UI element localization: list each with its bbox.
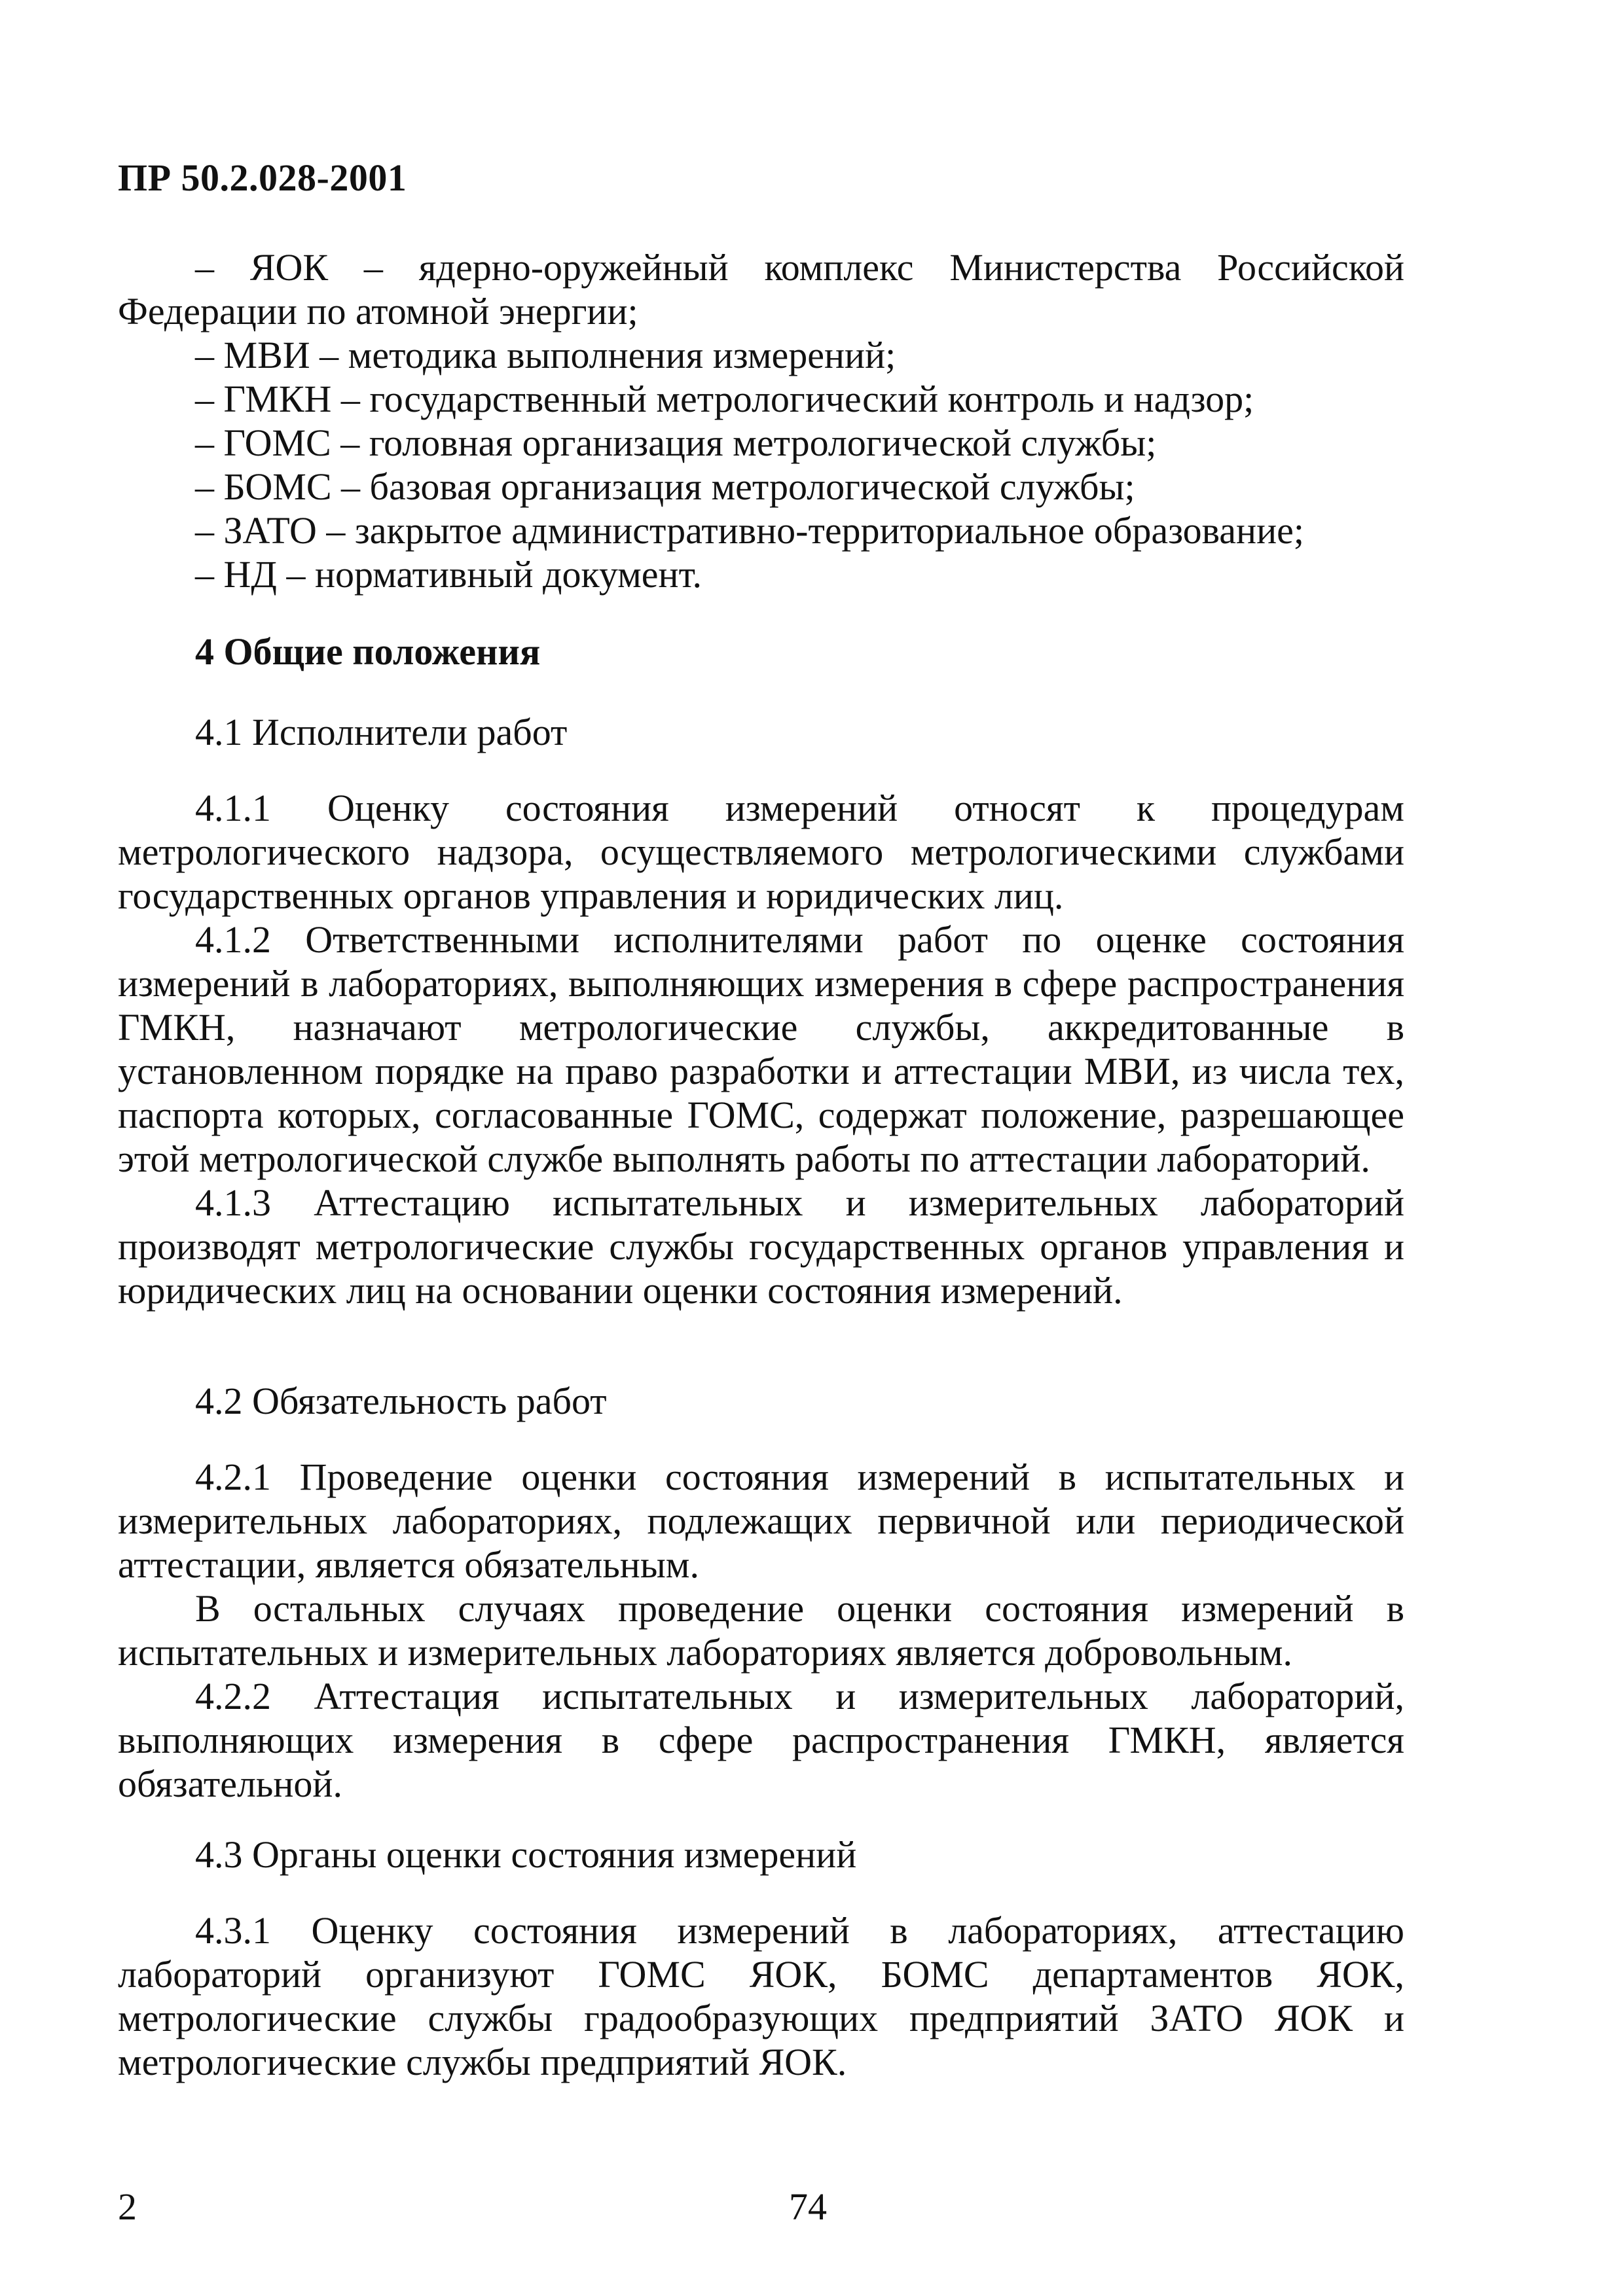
abbrev-item: – МВИ – методика выполнения измерений; bbox=[195, 334, 896, 376]
section-4 bbox=[118, 630, 1404, 673]
section-4-3 bbox=[118, 1833, 1404, 2084]
paragraph: 4.1.3 Аттестацию испытательных и измерительных лабораторий производят метрологические службы государственных органов управления и юридических лиц на основании оценки состояния измерений. bbox=[118, 1181, 1404, 1312]
section-4-2 bbox=[118, 1379, 1404, 1806]
paragraph: 4.2.1 Проведение оценки состояния измерений в испытательных и измерительных лабораториях, подлежащих первичной или периодической аттестации, является обязательным. bbox=[118, 1456, 1404, 1586]
page-number-center: 74 bbox=[789, 2185, 827, 2228]
abbrev-item: – ЯОК – ядерно-оружейный комплекс Министерства Российской Федерации по атомной энергии; bbox=[118, 246, 1404, 332]
page-number-left: 2 bbox=[118, 2185, 137, 2228]
subsection-title: 4.1 Исполнители работ bbox=[195, 711, 568, 753]
abbrev-item: – БОМС – базовая организация метрологической службы; bbox=[195, 465, 1135, 508]
paragraph: 4.2.2 Аттестация испытательных и измерительных лабораторий, выполняющих измерения в сфере распространения ГМКН, является обязательной. bbox=[118, 1675, 1404, 1805]
paragraph: В остальных случаях проведение оценки состояния измерений в испытательных и измерительных лабораториях является добровольным. bbox=[118, 1587, 1404, 1674]
abbreviation-list bbox=[118, 245, 1404, 596]
paragraph: 4.1.1 Оценку состояния измерений относят к процедурам метрологического надзора, осуществляемого метрологическими службами государственных органов управления и юридических лиц. bbox=[118, 787, 1404, 917]
paragraph: 4.1.2 Ответственными исполнителями работ по оценке состояния измерений в лабораториях, выполняющих измерения в сфере распространения ГМКН, назначают метрологические службы, аккредитованные в установленном порядке на право разработки и аттестации МВИ, из числа тех, паспорта которых, согласованные ГОМС, содержат положение, разрешающее этой метрологической службе выполнять работы по аттестации лабораторий. bbox=[118, 918, 1404, 1180]
paragraph: 4.3.1 Оценку состояния измерений в лабораториях, аттестацию лабораторий организуют ГОМС ЯОК, БОМС департаментов ЯОК, метрологические службы градообразующих предприятий ЗАТО ЯОК и метрологические службы предприятий ЯОК. bbox=[118, 1909, 1404, 2083]
abbrev-item: – ЗАТО – закрытое административно-территориальное образование; bbox=[195, 509, 1304, 552]
subsection-title: 4.2 Обязательность работ bbox=[195, 1380, 607, 1422]
abbrev-item: – ГОМС – головная организация метрологической службы; bbox=[195, 422, 1157, 464]
subsection-title: 4.3 Органы оценки состояния измерений bbox=[195, 1833, 857, 1876]
section-heading: 4 Общие положения bbox=[195, 630, 541, 673]
abbrev-item: – ГМКН – государственный метрологический контроль и надзор; bbox=[195, 378, 1254, 420]
document-code: ПР 50.2.028-2001 bbox=[118, 156, 407, 199]
abbrev-item: – НД – нормативный документ. bbox=[195, 553, 702, 596]
section-4-1 bbox=[118, 710, 1404, 1312]
